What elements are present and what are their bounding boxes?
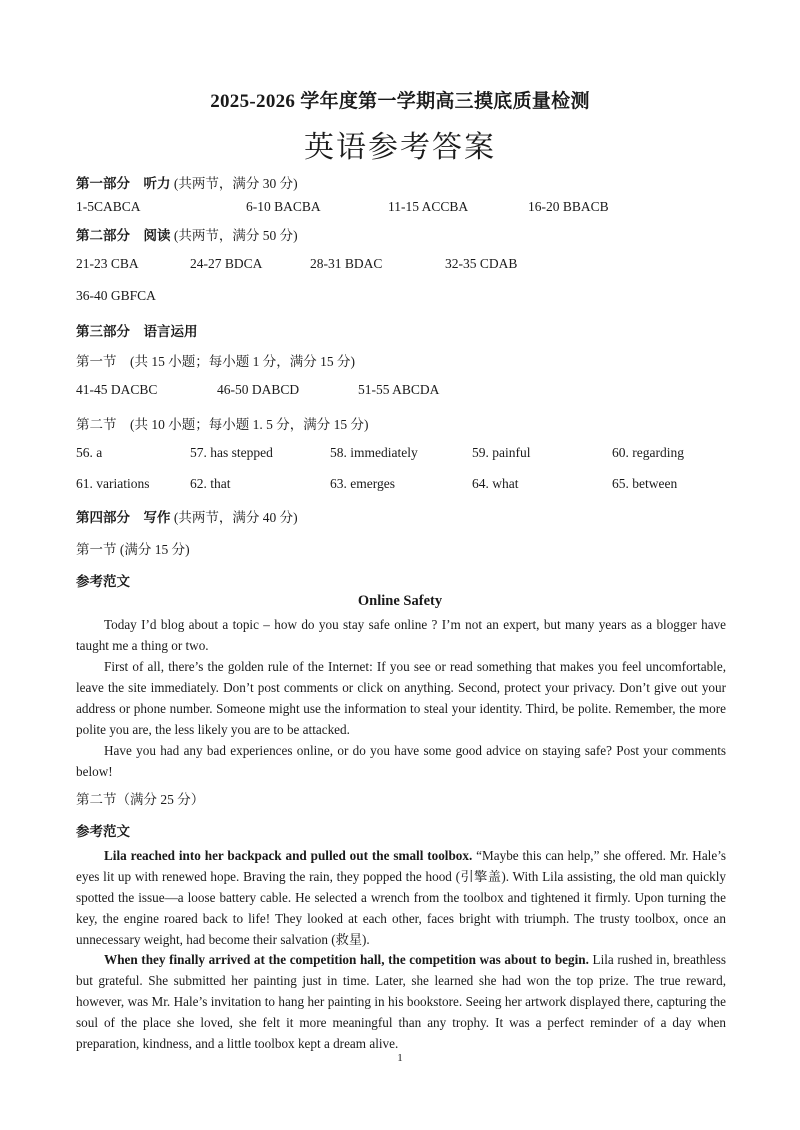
part3-s2-answer: 59. painful: [472, 445, 531, 460]
part2-note: (共两节，满分 50 分): [173, 228, 298, 243]
continuation-paragraph: [76, 845, 726, 950]
paragraph-body: “Maybe this can help,” she offered. Mr. Hale’s eyes lit up with renewed hope. Braving the rain, they popped the hood (引擎盖). With Lila assisting, the old man quickly spotted the issue—a loose battery cable. He selected a wrench from the toolbox and tightened it firmly. Upon turning the key, the engine roared back to life! They looked at each other, faces bright with triumph. The trusty toolbox, once an unnecessary weight, had become their salvation (救星).: [76, 848, 726, 947]
part2-heading: [76, 224, 298, 244]
part3-s2-answer: 63. emerges: [330, 476, 395, 491]
sample-essay-label: 参考范文: [76, 574, 130, 589]
part4-section2-label: 第二节（满分 25 分）: [76, 792, 205, 807]
part3-s1-answer: 46-50 DABCD: [217, 382, 300, 397]
part2-answer: 36-40 GBFCA: [76, 288, 156, 303]
part3-section1-label: 第一节 (共 15 小题；每小题 1 分，满分 15 分): [76, 354, 355, 369]
part2-answer: 21-23 CBA: [76, 256, 139, 271]
sample-essay-label: 参考范文: [76, 824, 130, 839]
paragraph-lead-sentence: Lila reached into her backpack and pulled out the small toolbox.: [104, 848, 473, 863]
part3-s2-answer: 58. immediately: [330, 445, 418, 460]
part3-s1-answer: 41-45 DACBC: [76, 382, 158, 397]
part3-s2-answer: 64. what: [472, 476, 519, 491]
part1-answer: 11-15 ACCBA: [388, 199, 469, 214]
part3-s2-answer: 62. that: [190, 476, 231, 491]
essay-title: Online Safety: [357, 593, 443, 609]
part1-answer: 6-10 BACBA: [246, 199, 321, 214]
essay-paragraph: First of all, there’s the golden rule of the Internet: If you see or read something that makes you feel uncomfortable, leave the site immediately. Don’t post comments or click on anything. Second, protect your privacy. Don’t give out your address or phone number. Someone might use the information to steal your identity. Third, be polite. Remember, the more polite you are, the less likely you are to be attacked.: [76, 659, 726, 737]
part2-answer: 28-31 BDAC: [310, 256, 383, 271]
essay-paragraph: Today I’d blog about a topic – how do you stay safe online ? I’m not an expert, but many years as a blogger have taught me a thing or two.: [76, 617, 726, 653]
paragraph-lead-sentence: When they finally arrived at the competition hall, the competition was about to begin.: [104, 952, 589, 967]
part3-s2-answer: 57. has stepped: [190, 445, 273, 460]
part1-answer: 1-5CABCA: [76, 199, 141, 214]
answer-key-title: 英语参考答案: [304, 131, 496, 164]
part3-section2-label: 第二节 (共 10 小题；每小题 1. 5 分，满分 15 分): [76, 417, 369, 432]
part4-label: 第四部分 写作: [76, 510, 171, 525]
part3-heading: [76, 320, 198, 340]
part1-heading: [76, 172, 298, 192]
part3-s2-answer: 56. a: [76, 445, 103, 460]
part3-s2-answer: 60. regarding: [612, 445, 684, 460]
part1-note: (共两节，满分 30 分): [173, 176, 298, 191]
part4-note: (共两节，满分 40 分): [173, 510, 298, 525]
part2-label: 第二部分 阅读: [76, 228, 171, 243]
part4-section1-label: 第一节 (满分 15 分): [76, 542, 190, 557]
paragraph-body: Lila rushed in, breathless but grateful. She submitted her painting just in time. Later, she learned she had won the top prize. The true reward, however, was Mr. Hale’s invitation to hang her painting in his bookstore. Seeing her artwork displayed there, capturing the soul of the place she loved, she felt it more meaningful than any trophy. It was a perfect reminder of a day when preparation, kindness, and a little toolbox kept a dream alive.: [76, 952, 727, 1051]
essay-paragraph: Have you had any bad experiences online, or do you have some good advice on staying safe? Post your comments below!: [76, 743, 726, 779]
page-number: 1: [397, 1052, 403, 1064]
part3-s2-answer: 61. variations: [76, 476, 150, 491]
continuation-paragraph: [76, 949, 726, 1054]
part3-s1-answer: 51-55 ABCDA: [358, 382, 440, 397]
part3-label: 第三部分 语言运用: [76, 324, 198, 339]
part3-s2-answer: 65. between: [612, 476, 678, 491]
exam-title: 2025-2026 学年度第一学期高三摸底质量检测: [210, 91, 590, 112]
part1-label: 第一部分 听力: [76, 176, 171, 191]
part4-heading: [76, 506, 298, 526]
part2-answer: 24-27 BDCA: [190, 256, 263, 271]
part2-answer: 32-35 CDAB: [445, 256, 518, 271]
part1-answer: 16-20 BBACB: [528, 199, 609, 214]
